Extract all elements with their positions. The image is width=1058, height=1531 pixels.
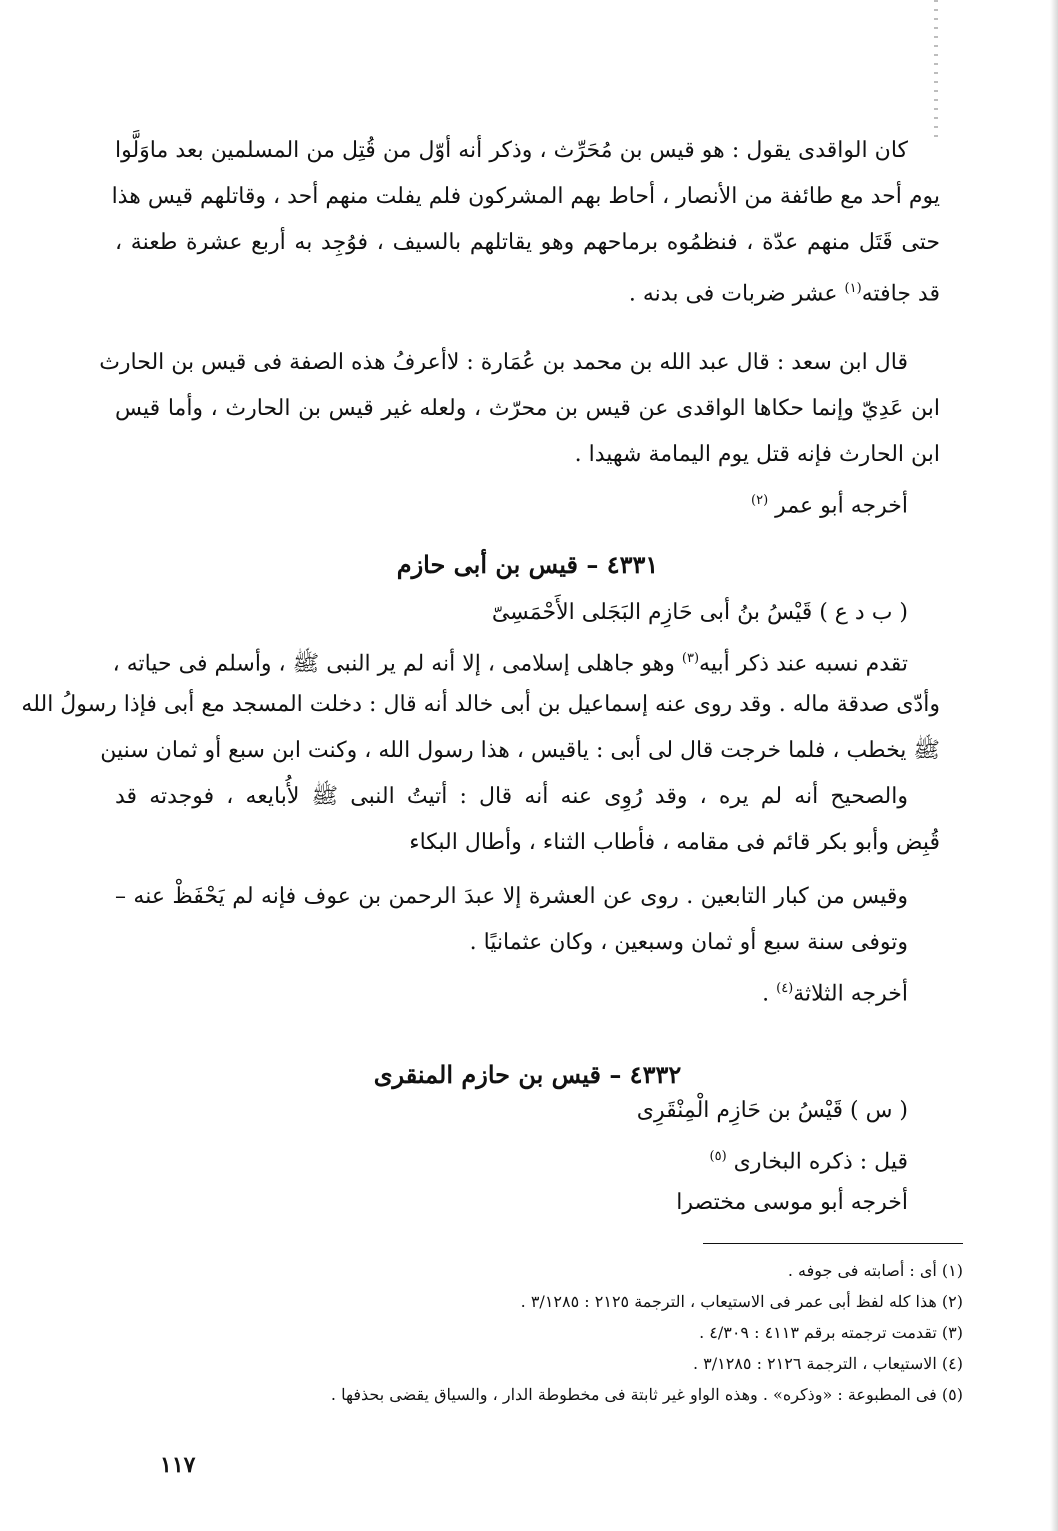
footnote: (٤) الاستيعاب ، الترجمة ٢١٢٦ : ٣/١٢٨٥ . xyxy=(692,1354,963,1373)
text-line xyxy=(115,966,940,1012)
text-fragment: تقدم نسبه عند ذكر أبيه xyxy=(699,651,908,677)
text-line: قُبِض وأبو بكر قائم فى مقامه ، فأطاب الثناء ، وأطال البكاء xyxy=(409,830,940,855)
scan-dotted-artifact xyxy=(934,0,938,140)
text-line xyxy=(112,636,940,682)
text-line: ابن الحارث فإنه قتل يوم اليمامة شهيدا . xyxy=(574,442,940,467)
text-line: كان الواقدى يقول : هو قيس بن مُحَرِّث ، وذكر أنه أوّل من قُتِل من المسلمين بعد ماوَلَّوا xyxy=(115,138,908,163)
text-line: والصحيح أنه لم يره ، وقد رُوِى عنه أنه قال : أتيتُ النبى ﷺ لأُبايعه ، فوجدته قد xyxy=(115,784,908,809)
text-line xyxy=(115,1134,940,1180)
footnote-marker: (٥) xyxy=(709,1149,727,1164)
text-line: يوم أحد مع طائفة من الأنصار ، أحاط بهم المشركون فلم يفلت منهم أحد ، وقاتلهم قيس هذا xyxy=(111,184,940,209)
footnote-marker: (٤) xyxy=(776,981,794,996)
footnote-marker: (١) xyxy=(844,281,862,296)
footnote: (٥) فى المطبوعة : «وذكره» . وهذه الواو غير ثابتة فى مخطوطة الدار ، والسياق يقضى بحذفها . xyxy=(330,1385,963,1404)
text-line: قال ابن سعد : قال عبد الله بن محمد بن عُمَارة : لاأعرفُ هذه الصفة فى قيس بن الحارث xyxy=(99,350,908,375)
entry-4331-body xyxy=(21,590,940,1012)
text-line: وتوفى سنة سبع أو ثمان وسبعين ، وكان عثمانيًا . xyxy=(469,930,908,955)
entry-4332-sigla: ( س ) قَيْسُ بن حَازِم الْمِنْقَرِى xyxy=(636,1098,908,1123)
entry-4331-sigla: ( ب د ع ) قَيْسُ بنُ أبى حَازِم البَجَلى الأَحْمَسِىّ xyxy=(491,600,908,625)
text-line xyxy=(115,478,940,524)
footnote: (٢) هذا كله لفظ أبى عمر فى الاستيعاب ، الترجمة ٢١٢٥ : ٣/١٢٨٥ . xyxy=(520,1292,963,1311)
text-fragment: أخرجه أبو عمر xyxy=(775,493,908,519)
text-line: أخرجه أبو موسى مختصرا xyxy=(676,1190,908,1215)
footnote: (٣) تقدمت ترجمته برقم ٤١١٣ : ٤/٣٠٩ . xyxy=(699,1323,963,1342)
text-fragment: وهو جاهلى إسلامى ، إلا أنه لم ير النبى ﷺ ، وأسلم فى حياته ، xyxy=(112,651,682,677)
text-line: وأدّى صدقة ماله . وقد روى عنه إسماعيل بن أبى خالد أنه قال : دخلت المسجد مع أبى فإذا رسولُ الله xyxy=(21,692,940,717)
text-line: ابن عَدِيّ وإنما حكاها الواقدى عن قيس بن محرّث ، ولعله غير قيس بن الحارث ، وأما قيس xyxy=(115,396,940,421)
footnotes xyxy=(163,1255,963,1410)
footnote: (١) أى : أصابته فى جوفه . xyxy=(787,1261,963,1280)
footnote-separator xyxy=(703,1243,963,1244)
text-line: وقيس من كبار التابعين . روى عن العشرة إلا عبدَ الرحمن بن عوف فإنه لم يَحْفَظْ عنه – xyxy=(115,884,908,909)
text-fragment: قيل : ذكره البخارى xyxy=(733,1149,908,1175)
text-fragment: قد جافته xyxy=(861,281,940,307)
entry-4331-heading: ٤٣٣١ – قيس بن أبى حازم xyxy=(396,550,659,579)
text-fragment: أخرجه الثلاثة xyxy=(793,981,908,1007)
text-fragment: . xyxy=(762,981,777,1007)
text-fragment: عشر ضربات فى بدنه . xyxy=(628,281,845,307)
entry-4330-paragraph-1 xyxy=(111,128,940,312)
entry-4332-body xyxy=(115,1088,940,1226)
scan-edge-shadow xyxy=(1050,0,1058,1531)
text-line xyxy=(115,266,940,312)
page-number: ١١٧ xyxy=(160,1452,196,1478)
footnote-marker: (٣) xyxy=(681,651,700,666)
footnote-marker: (٢) xyxy=(751,493,769,508)
text-line: ﷺ يخطب ، فلما خرجت قال لى أبى : ياقيس ، هذا رسول الله ، وكنت ابن سبع أو ثمان سنين xyxy=(100,738,940,763)
entry-4332-heading: ٤٣٣٢ – قيس بن حازم المنقرى xyxy=(373,1060,682,1089)
text-line: حتى قَتَل منهم عدّة ، فنظمُوه برماحهم وهو يقاتلهم بالسيف ، فوُجِد به أربع عشرة طعنة ، xyxy=(115,230,940,255)
entry-4330-paragraph-2 xyxy=(99,340,940,524)
